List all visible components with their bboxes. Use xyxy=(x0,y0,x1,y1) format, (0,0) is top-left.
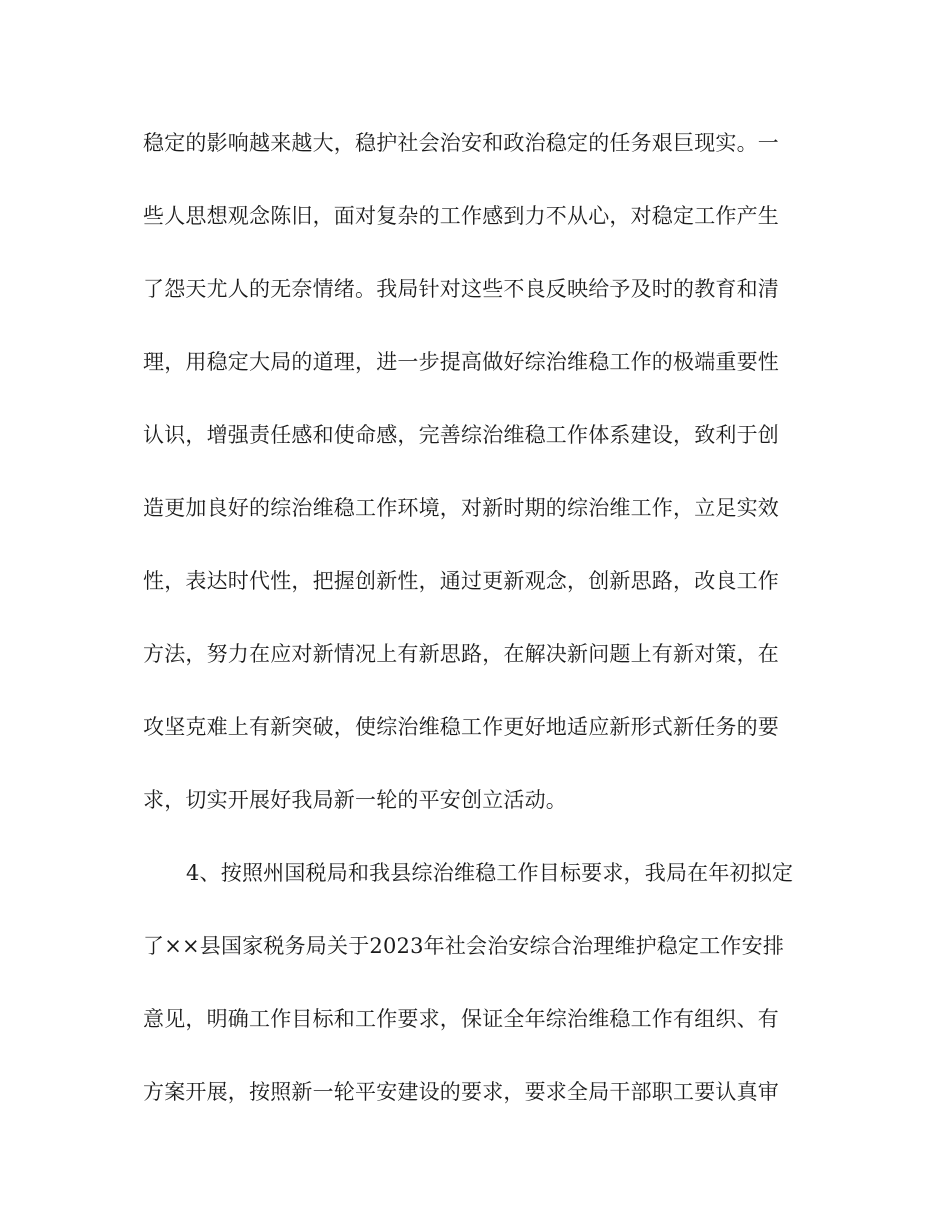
paragraph-line: 方法，努力在应对新情况上有新思路，在解决新问题上有新对策，在 xyxy=(143,642,779,666)
paragraph-line: 造更加良好的综治维稳工作环境，对新时期的综治维工作，立足实效 xyxy=(143,496,779,520)
paragraph-line: 方案开展，按照新一轮平安建设的要求，要求全局干部职工要认真审 xyxy=(143,1080,779,1104)
paragraph-line: 4、按照州国税局和我县综治维稳工作目标要求，我局在年初拟定 xyxy=(186,861,794,885)
paragraph-line: 稳定的影响越来越大，稳护社会治安和政治稳定的任务艰巨现实。一 xyxy=(143,131,779,155)
paragraph-line: 意见，明确工作目标和工作要求，保证全年综治维稳工作有组织、有 xyxy=(143,1007,779,1031)
paragraph-line: 了怨天尤人的无奈情绪。我局针对这些不良反映给予及时的教育和清 xyxy=(143,277,779,301)
paragraph-line: 求，切实开展好我局新一轮的平安创立活动。 xyxy=(143,788,567,812)
paragraph-line: 些人思想观念陈旧，面对复杂的工作感到力不从心，对稳定工作产生 xyxy=(143,204,779,228)
paragraph-line: 了××县国家税务局关于2023年社会治安综合治理维护稳定工作安排 xyxy=(143,934,785,958)
paragraph-line: 攻坚克难上有新突破，使综治维稳工作更好地适应新形式新任务的要 xyxy=(143,715,779,739)
paragraph-line: 认识，增强责任感和使命感，完善综治维稳工作体系建设，致利于创 xyxy=(143,423,779,447)
paragraph-line: 性，表达时代性，把握创新性，通过更新观念，创新思路，改良工作 xyxy=(143,569,779,593)
paragraph-line: 理，用稳定大局的道理，进一步提高做好综治维稳工作的极端重要性 xyxy=(143,350,779,374)
